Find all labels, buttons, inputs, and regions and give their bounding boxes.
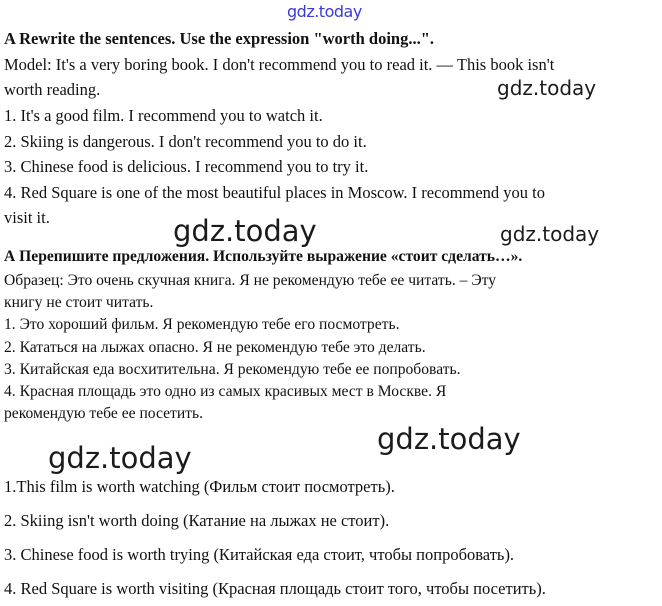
russian-task-heading: А Перепишите предложения. Используйте выражение «стоит сделать…».: [4, 248, 523, 265]
english-item-4-continued: visit it.: [4, 208, 50, 227]
russian-model-line-2: книгу не стоит читать.: [4, 294, 154, 311]
russian-item-4-continued: рекомендую тебе ее посетить.: [4, 405, 203, 422]
answer-2: 2. Skiing isn't worth doing (Катание на лыжах не стоит).: [4, 511, 390, 530]
russian-item-1: 1. Это хороший фильм. Я рекомендую тебе его посмотреть.: [4, 316, 400, 333]
english-item-1: 1. It's a good film. I recommend you to watch it.: [4, 106, 323, 125]
answer-4: 4. Red Square is worth visiting (Красная площадь стоит того, чтобы посетить).: [4, 579, 546, 598]
watermark-large-3: gdz.today: [48, 441, 192, 475]
russian-item-4: 4. Красная площадь это одно из самых красивых мест в Москве. Я: [4, 383, 447, 400]
watermark-large-2: gdz.today: [377, 422, 521, 456]
watermark-large-1: gdz.today: [173, 214, 317, 248]
russian-item-2: 2. Кататься на лыжах опасно. Я не рекомендую тебе это делать.: [4, 339, 426, 356]
english-item-2: 2. Skiing is dangerous. I don't recommend you to do it.: [4, 132, 367, 151]
watermark-top: gdz.today: [287, 2, 362, 21]
english-item-4: 4. Red Square is one of the most beautiful places in Moscow. I recommend you to: [4, 183, 546, 202]
watermark-small-2: gdz.today: [500, 222, 600, 246]
russian-model-line-1: Образец: Это очень скучная книга. Я не рекомендую тебе ее читать. – Эту: [4, 272, 497, 289]
watermark-small-1: gdz.today: [497, 76, 597, 100]
english-item-3: 3. Chinese food is delicious. I recommend you to try it.: [4, 157, 369, 176]
answer-1: 1.This film is worth watching (Фильм стоит посмотреть).: [4, 477, 395, 496]
english-task-heading: A Rewrite the sentences. Use the expression "worth doing...".: [4, 29, 435, 48]
english-model-line-1: Model: It's a very boring book. I don't recommend you to read it. — This book isn't: [4, 55, 555, 74]
russian-item-3: 3. Китайская еда восхитительна. Я рекомендую тебе ее попробовать.: [4, 361, 461, 378]
english-model-line-2: worth reading.: [4, 80, 101, 99]
answer-3: 3. Chinese food is worth trying (Китайская еда стоит, чтобы попробовать).: [4, 545, 515, 564]
